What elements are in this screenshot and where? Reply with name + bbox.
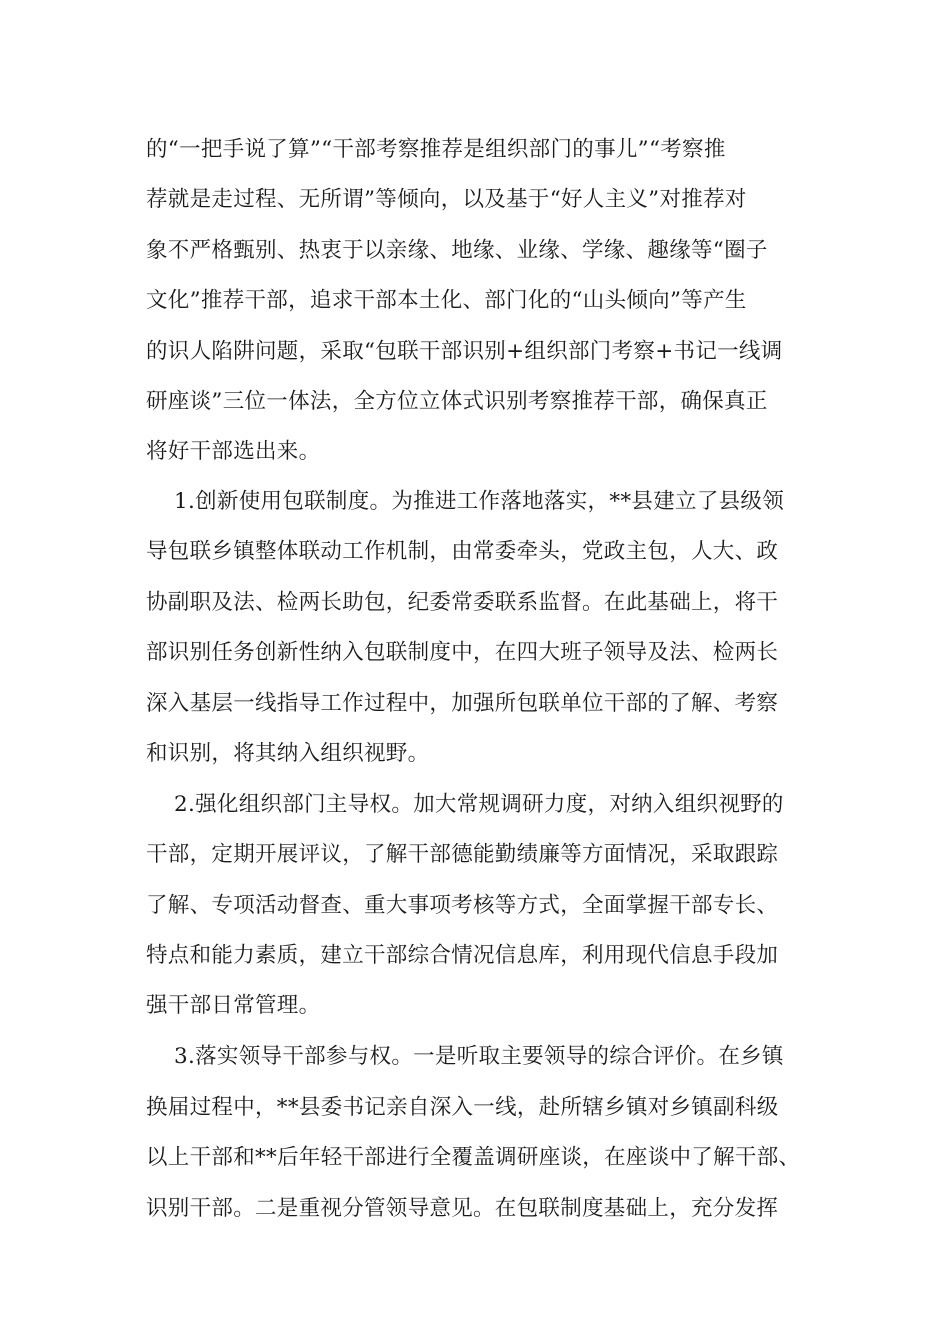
paragraph-first-line: 1.创新使用包联制度。为推进工作落地落实，**县建立了县级领 xyxy=(174,489,785,514)
text-line: 换届过程中，**县委书记亲自深入一线，赴所辖乡镇对乡镇副科级 xyxy=(146,1095,779,1120)
text-line: 的识人陷阱问题，采取“包联干部识别+组织部门考察+书记一线调 xyxy=(146,339,783,364)
text-line: 深入基层一线指导工作过程中，加强所包联单位干部的了解、考察 xyxy=(146,691,779,716)
text-line: 干部，定期开展评议，了解干部德能勤绩廉等方面情况，采取跟踪 xyxy=(146,842,779,867)
text-line: 了解、专项活动督查、重大事项考核等方式，全面掌握干部专长、 xyxy=(146,893,779,918)
text-line: 的“一把手说了算”“干部考察推荐是组织部门的事儿”“考察推 xyxy=(146,137,726,162)
text-line: 识别干部。二是重视分管领导意见。在包联制度基础上，充分发挥 xyxy=(146,1196,779,1221)
text-line: 文化”推荐干部，追求干部本土化、部门化的“山头倾向”等产生 xyxy=(146,288,747,313)
paragraph-first-line: 2.强化组织部门主导权。加大常规调研力度，对纳入组织视野的 xyxy=(174,792,784,817)
text-line: 部识别任务创新性纳入包联制度中，在四大班子领导及法、检两长 xyxy=(146,640,779,665)
text-line: 导包联乡镇整体联动工作机制，由常委牵头，党政主包，人大、政 xyxy=(146,539,779,564)
paragraph-first-line: 3.落实领导干部参与权。一是听取主要领导的综合评价。在乡镇 xyxy=(174,1044,784,1069)
text-line: 特点和能力素质，建立干部综合情况信息库，利用现代信息手段加 xyxy=(146,943,779,968)
text-line: 研座谈”三位一体法，全方位立体式识别考察推荐干部，确保真正 xyxy=(146,389,768,414)
text-line: 协副职及法、检两长助包，纪委常委联系监督。在此基础上，将干 xyxy=(146,590,779,615)
text-line: 象不严格甄别、热衷于以亲缘、地缘、业缘、学缘、趣缘等“圈子 xyxy=(146,238,768,263)
text-line: 以上干部和**后年轻干部进行全覆盖调研座谈，在座谈中了解干部、 xyxy=(146,1145,801,1170)
text-line: 荐就是走过程、无所谓”等倾向，以及基于“好人主义”对推荐对 xyxy=(146,187,747,212)
text-line: 和识别，将其纳入组织视野。 xyxy=(146,741,430,766)
text-line: 将好干部选出来。 xyxy=(146,439,321,464)
text-line: 强干部日常管理。 xyxy=(146,993,321,1018)
